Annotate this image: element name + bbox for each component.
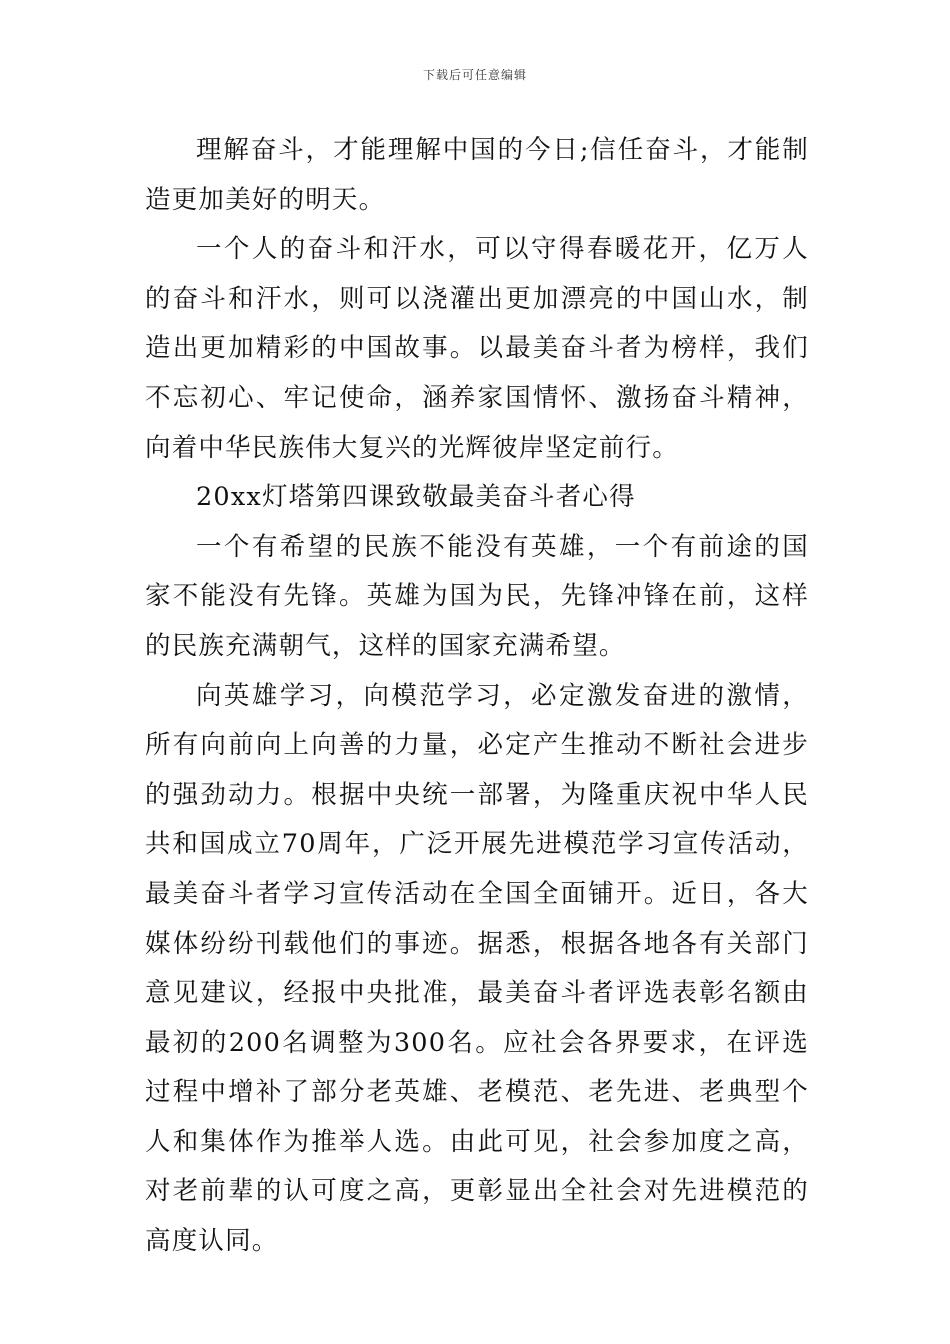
paragraph: 一个有希望的民族不能没有英雄，一个有前途的国家不能没有先锋。英雄为国为民，先锋冲锋在前，这样的民族充满朝气，这样的国家充满希望。	[145, 531, 809, 661]
document-body	[145, 126, 809, 1267]
section-heading: 20xx灯塔第四课致敬最美奋斗者心得	[196, 482, 636, 513]
header-note: 下载后可任意编辑	[422, 68, 527, 82]
paragraph: 理解奋斗，才能理解中国的今日;信任奋斗，才能制造更加美好的明天。	[145, 135, 809, 215]
paragraph: 向英雄学习，向模范学习，必定激发奋进的激情，所有向前向上向善的力量，必定产生推动不断社会进步的强劲动力。根据中央统一部署，为隆重庆祝中华人民共和国成立70周年，广泛开展先进模范学习宣传活动，最美奋斗者学习宣传活动在全国全面铺开。近日，各大媒体纷纷刊载他们的事迹。据悉，根据各地各有关部门意见建议，经报中央批准，最美奋斗者评选表彰名额由最初的200名调整为300名。应社会各界要求，在评选过程中增补了部分老英雄、老模范、老先进、老典型个人和集体作为推举人选。由此可见，社会参加度之高，对老前辈的认可度之高，更彰显出全社会对先进模范的高度认同。	[145, 680, 809, 1257]
paragraph: 一个人的奋斗和汗水，可以守得春暖花开，亿万人的奋斗和汗水，则可以浇灌出更加漂亮的中国山水，制造出更加精彩的中国故事。以最美奋斗者为榜样，我们不忘初心、牢记使命，涵养家国情怀、激扬奋斗精神，向着中华民族伟大复兴的光辉彼岸坚定前行。	[145, 234, 809, 463]
